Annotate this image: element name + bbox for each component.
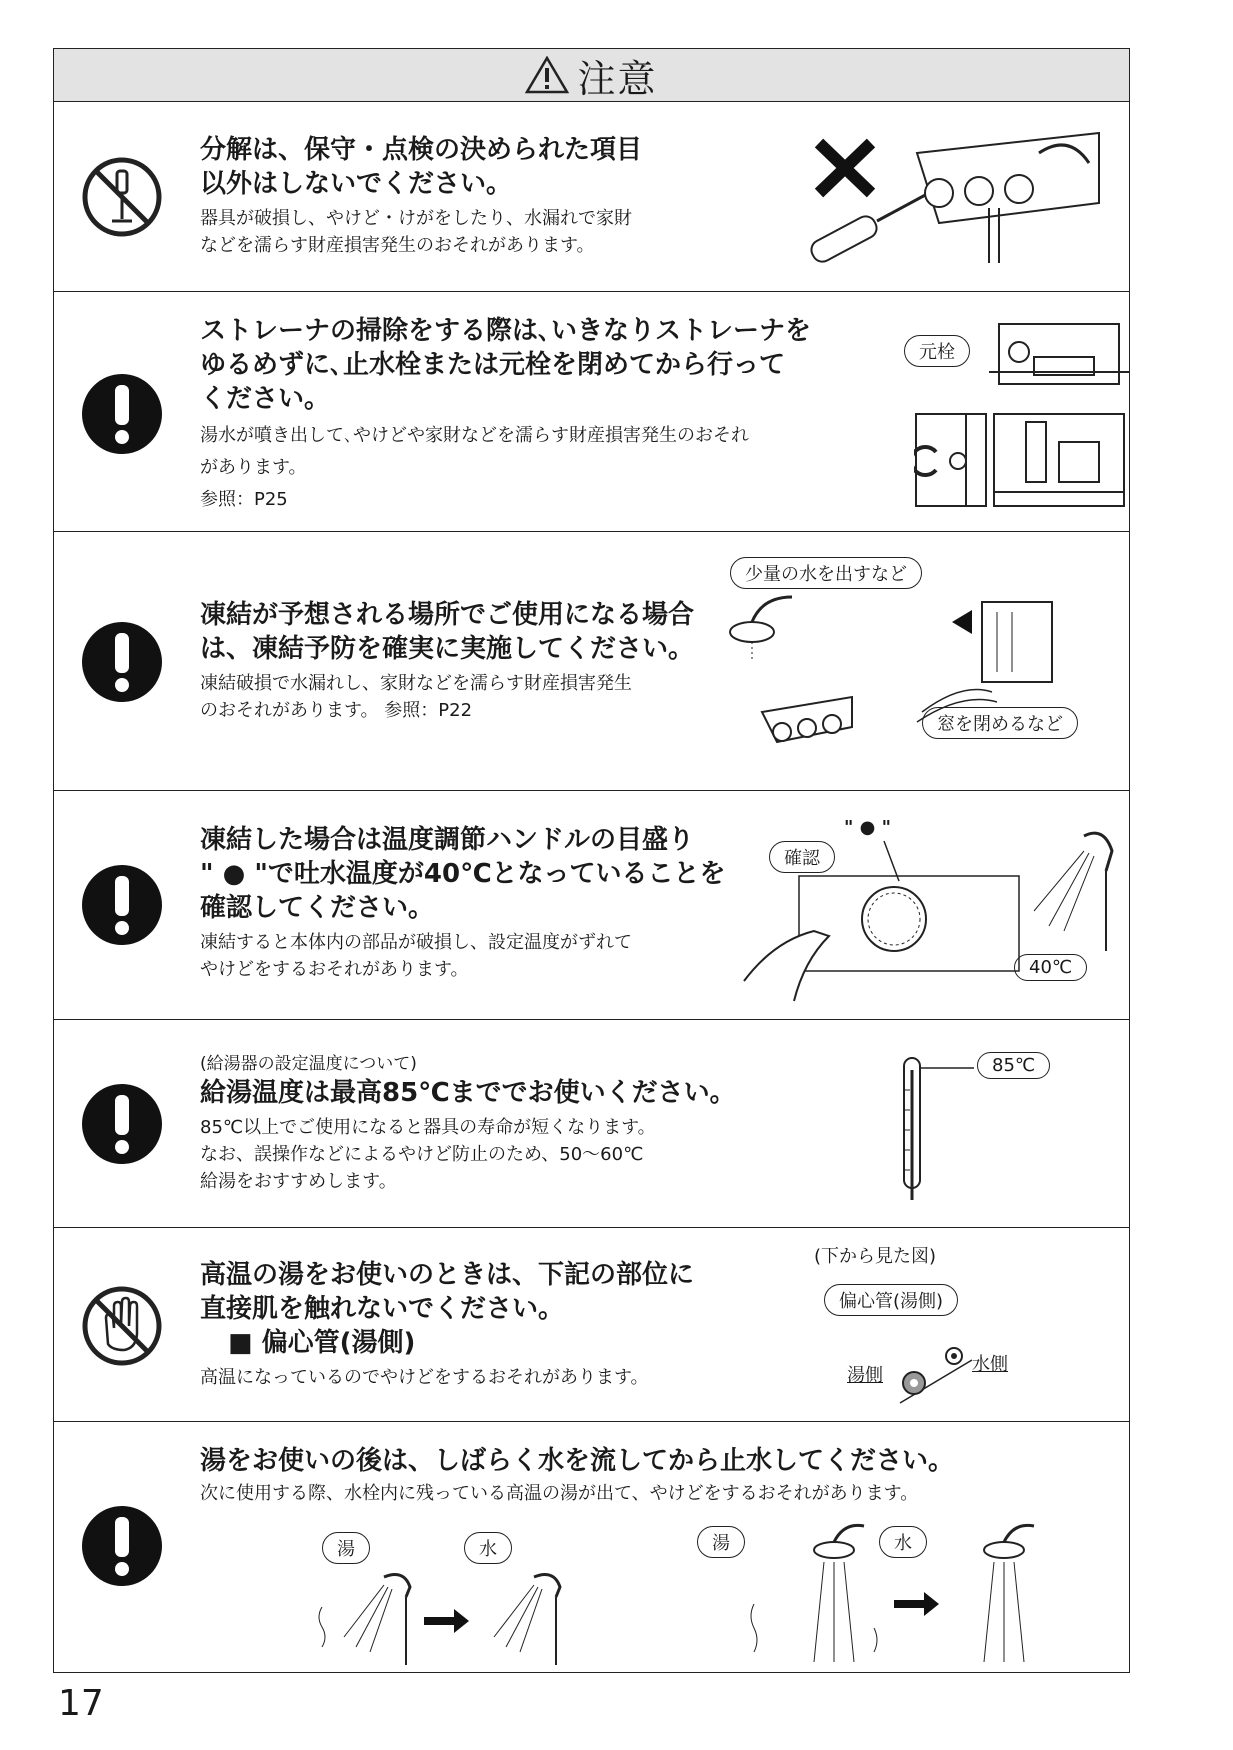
no-touch-icon bbox=[80, 1284, 164, 1368]
item-bullet: ■ 偏心管(湯側) bbox=[228, 1328, 416, 1358]
screwdriver-faucet-illustration bbox=[799, 123, 1109, 273]
label-view-from-below: (下から見た図) bbox=[814, 1246, 937, 1267]
label-hot-water-1: 湯 bbox=[322, 1532, 370, 1564]
mandatory-exclamation-icon bbox=[80, 620, 164, 704]
label-main-valve: 元栓 bbox=[904, 335, 970, 367]
hand-shower-hot-to-cold-illustration bbox=[314, 1567, 614, 1667]
item-body: 器具が破損し、やけど・けがをしたり、水漏れで家財 などを濡らす財産損害発生のおそれがあります。 bbox=[200, 208, 632, 256]
label-confirm: 確認 bbox=[769, 841, 835, 873]
item-heading: 凍結が予想される場所でご使用になる場合 は、凍結予防を確実に実施してください。 bbox=[200, 600, 695, 664]
item-body: 湯水が噴き出して､やけどや家財などを濡らす財産損害発生のおそれ があります。 bbox=[200, 425, 749, 478]
label-cold-water-2: 水 bbox=[879, 1526, 927, 1558]
item-pre-note: (給湯器の設定温度について) bbox=[200, 1054, 417, 1074]
page-number: 17 bbox=[58, 1683, 104, 1724]
item-body: 85℃以上でご使用になると器具の寿命が短くなります。 なお、誤操作などによるやけど防止のため、50～60℃ 給湯をおすすめします。 bbox=[200, 1117, 656, 1192]
label-85c: 85℃ bbox=[977, 1052, 1050, 1079]
caution-item-disassembly bbox=[54, 101, 1129, 292]
mandatory-exclamation-icon bbox=[80, 863, 164, 947]
item-body: 凍結すると本体内の部品が破損し、設定温度がずれて やけどをするおそれがあります。 bbox=[200, 932, 632, 980]
item-body: 凍結破損で水漏れし、家財などを濡らす財産損害発生 のおそれがあります。 参照：P22 bbox=[200, 673, 632, 721]
mandatory-exclamation-icon bbox=[80, 1504, 164, 1588]
caution-item-hot-water-temperature bbox=[54, 1020, 1129, 1228]
label-dot-mark: " ● " bbox=[844, 817, 891, 838]
overhead-shower-hot-to-cold-illustration bbox=[744, 1522, 1064, 1667]
reference-text: 参照：P25 bbox=[200, 489, 288, 510]
mandatory-exclamation-icon bbox=[80, 372, 164, 456]
label-small-water-flow: 少量の水を出すなど bbox=[730, 557, 922, 589]
eccentric-pipe-illustration bbox=[892, 1338, 982, 1408]
temperature-dial-illustration bbox=[734, 831, 1134, 1021]
label-eccentric-pipe-hot: 偏心管(湯側) bbox=[824, 1284, 958, 1316]
thermometer-illustration bbox=[884, 1050, 984, 1210]
caution-header bbox=[54, 49, 1129, 102]
item-heading: ストレーナの掃除をする際は､いきなりストレーナを ゆるめずに､止水栓または元栓を閉めてから行って ください。 bbox=[200, 316, 812, 414]
label-close-window: 窓を閉めるなど bbox=[922, 707, 1078, 739]
caution-item-strainer bbox=[54, 292, 1129, 532]
stop-valve-illustration bbox=[914, 412, 1129, 512]
no-disassembly-icon bbox=[80, 155, 164, 239]
caution-panel bbox=[53, 48, 1130, 1673]
item-heading: 分解は、保守・点検の決められた項目 以外はしないでください。 bbox=[200, 135, 643, 199]
freeze-prevention-illustration bbox=[722, 592, 1122, 772]
caution-item-frozen-temperature bbox=[54, 791, 1129, 1020]
mandatory-exclamation-icon bbox=[80, 1082, 164, 1166]
caution-title: 注意 bbox=[577, 56, 658, 101]
warning-triangle-icon bbox=[525, 56, 569, 94]
main-valve-illustration bbox=[989, 322, 1129, 397]
item-heading: 給湯温度は最高85℃まででお使いください。 bbox=[200, 1078, 736, 1108]
label-hot-side: 湯側 bbox=[847, 1365, 883, 1386]
item-heading: 凍結した場合は温度調節ハンドルの目盛り " ● "で吐水温度が40℃となっていることを 確認してください。 bbox=[200, 825, 726, 923]
item-body: 次に使用する際、水栓内に残っている高温の湯が出て、やけどをするおそれがあります。 bbox=[200, 1483, 919, 1504]
item-body: 高温になっているのでやけどをするおそれがあります。 bbox=[200, 1367, 649, 1388]
caution-item-do-not-touch bbox=[54, 1228, 1129, 1422]
item-heading: 湯をお使いの後は、しばらく水を流してから止水してください。 bbox=[200, 1446, 955, 1476]
label-40c: 40℃ bbox=[1014, 954, 1087, 981]
label-cold-water-1: 水 bbox=[464, 1532, 512, 1564]
caution-item-freeze-prevention bbox=[54, 532, 1129, 791]
label-cold-side: 水側 bbox=[972, 1354, 1008, 1375]
caution-item-flush-with-water bbox=[54, 1422, 1129, 1672]
item-heading: 高温の湯をお使いのときは、下記の部位に 直接肌を触れないでください。 bbox=[200, 1260, 695, 1324]
label-hot-water-2: 湯 bbox=[697, 1526, 745, 1558]
